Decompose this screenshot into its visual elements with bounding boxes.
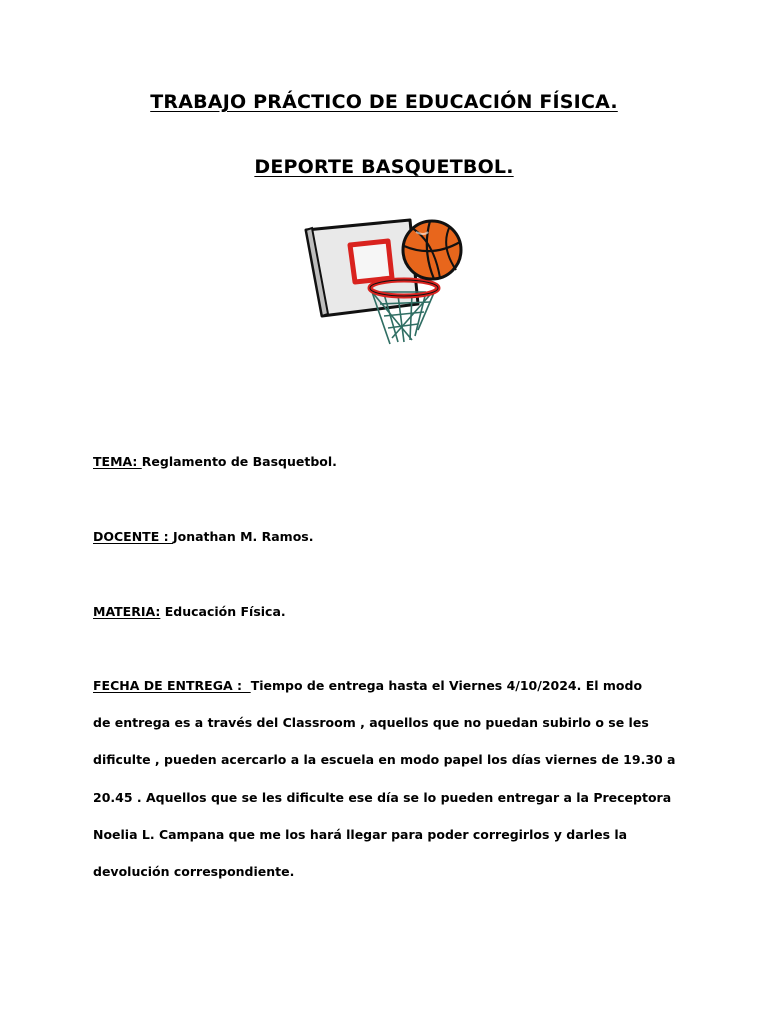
tema-value: Reglamento de Basquetbol. <box>141 454 337 469</box>
fecha-line: dificulte , pueden acercarlo a la escuela en modo papel los días viernes de 19.30 a <box>93 752 676 768</box>
fecha-line: de entrega es a través del Classroom , aquellos que no puedan subirlo o se les <box>93 715 649 731</box>
fecha-line <box>93 678 683 715</box>
document-title: TRABAJO PRÁCTICO DE EDUCACIÓN FÍSICA. <box>150 91 618 113</box>
docente-label: DOCENTE : <box>93 529 173 544</box>
basketball-hoop-icon <box>300 212 470 352</box>
fecha-label: FECHA DE ENTREGA : <box>93 678 251 693</box>
fecha-line: Noelia L. Campana que me los hará llegar para poder corregirlos y darles la <box>93 826 628 842</box>
tema-label: TEMA: <box>93 454 142 469</box>
docente-field <box>93 529 314 544</box>
materia-label: MATERIA: <box>93 604 161 619</box>
docente-value: Jonathan M. Ramos. <box>172 529 314 544</box>
tema-field <box>93 454 337 469</box>
materia-field <box>93 604 286 619</box>
materia-value: Educación Física. <box>160 604 286 619</box>
fecha-text: Tiempo de entrega hasta el Viernes 4/10/2024. El modo <box>250 678 643 693</box>
fecha-entrega-paragraph <box>93 678 683 901</box>
fecha-line: devolución correspondiente. <box>93 863 295 879</box>
document-subtitle: DEPORTE BASQUETBOL. <box>254 156 514 178</box>
fecha-line: 20.45 . Aquellos que se les dificulte ese día se lo pueden entregar a la Preceptora <box>93 789 672 805</box>
